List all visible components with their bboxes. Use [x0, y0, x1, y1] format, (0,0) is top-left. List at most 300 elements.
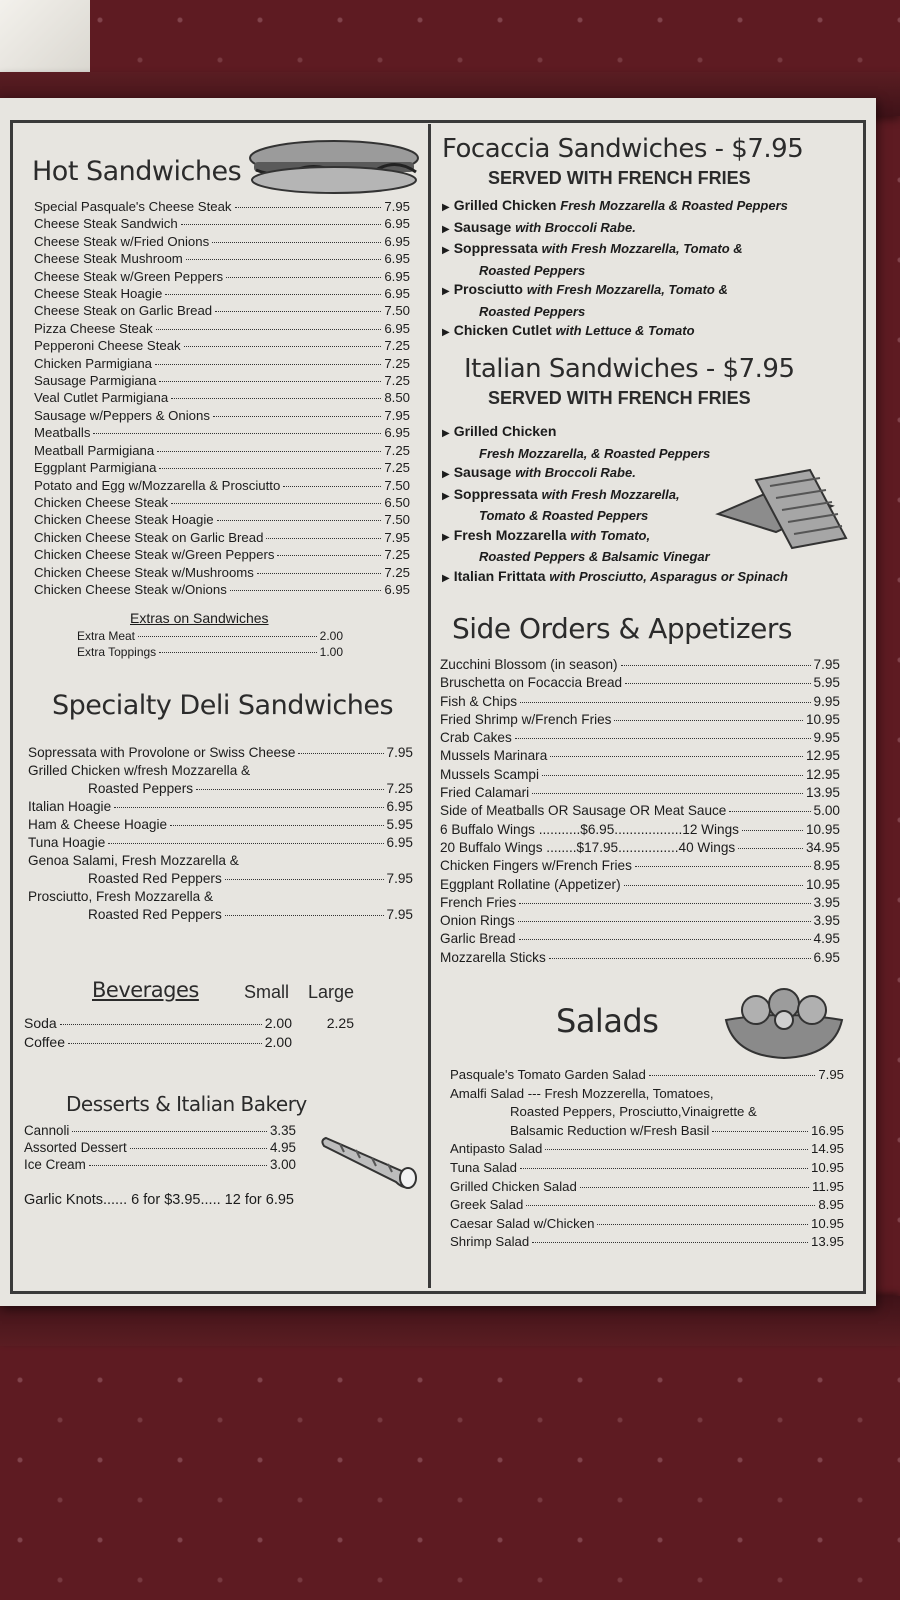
- menu-item-price: 6.95: [384, 233, 410, 249]
- menu-item: [34, 355, 410, 372]
- menu-item-name: Eggplant Parmigiana: [34, 460, 157, 476]
- menu-item: [34, 459, 410, 476]
- menu-item-price: 9.95: [813, 730, 840, 746]
- bullet-arrow-icon: ▶: [442, 202, 450, 213]
- menu-item-price: 9.95: [813, 693, 840, 709]
- menu-item: [34, 320, 410, 337]
- menu-item-name: Cheese Steak w/Fried Onions: [34, 233, 210, 249]
- sandwich-description: with Broccoli Rabe.: [515, 219, 636, 235]
- leader-dots: [60, 1024, 262, 1025]
- menu-item: [34, 442, 410, 459]
- menu-item: [28, 780, 413, 798]
- menu-item-price: 12.95: [805, 748, 840, 764]
- menu-item-price: 6.95: [384, 216, 410, 232]
- beverages-small-header: Small: [244, 982, 290, 1002]
- menu-item-name: Fried Shrimp w/French Fries: [440, 711, 612, 727]
- menu-item-price: 6.50: [384, 494, 410, 510]
- leader-dots: [542, 775, 803, 776]
- menu-item-name: Fried Calamari: [440, 785, 530, 801]
- menu-item: [28, 798, 413, 816]
- menu-item-price: 13.95: [810, 1234, 844, 1250]
- menu-item-name: Prosciutto, Fresh Mozzarella &: [28, 889, 214, 904]
- menu-item: [28, 834, 413, 852]
- focaccia-subtitle: SERVED WITH FRENCH FRIES: [488, 168, 751, 188]
- menu-item: [440, 876, 840, 894]
- beverage-item: [24, 1033, 354, 1052]
- menu-item-name: Greek Salad: [450, 1197, 524, 1213]
- menu-item-name: Italian Hoagie: [28, 799, 112, 814]
- menu-item-name: Zucchini Blossom (in season): [440, 657, 618, 672]
- salads-list: [450, 1066, 844, 1252]
- leader-dots: [649, 1075, 816, 1076]
- leader-dots: [159, 381, 381, 382]
- menu-item-price: 13.95: [805, 785, 840, 801]
- menu-item: [450, 1066, 844, 1085]
- menu-item: [440, 857, 840, 875]
- menu-item-name: Amalfi Salad --- Fresh Mozzerella, Tomatoes,: [450, 1085, 714, 1101]
- menu-item-price: 3.35: [269, 1123, 296, 1138]
- sandwich-description: with Fresh Mozzarella, Tomato &: [526, 282, 728, 297]
- bullet-arrow-icon: ▶: [442, 286, 450, 297]
- menu-item-price: 6.95: [384, 425, 410, 441]
- sandwich-name: Italian Frittata: [453, 567, 546, 584]
- deli-list: [28, 744, 413, 924]
- menu-item-name: Grilled Chicken w/fresh Mozzarella &: [28, 763, 251, 778]
- leader-dots: [93, 433, 381, 434]
- menu-item-name: Chicken Cheese Steak Hoagie: [34, 512, 214, 528]
- beverages-title: Beverages: [92, 978, 199, 1002]
- menu-item: [440, 711, 840, 729]
- menu-item-name: 6 Buffalo Wings ...........$6.95..................12 Wings: [440, 821, 739, 837]
- menu-item: [34, 198, 410, 215]
- sandwich-item: [442, 239, 852, 261]
- menu-item: [34, 407, 410, 424]
- leader-dots: [165, 294, 381, 295]
- menu-item-name: Chicken Fingers w/French Fries: [440, 858, 632, 874]
- bullet-arrow-icon: ▶: [442, 572, 450, 584]
- menu-item-name: Sausage Parmigiana: [34, 373, 157, 389]
- leader-dots: [225, 879, 384, 880]
- menu-item-price: 7.25: [384, 442, 410, 458]
- menu-item: [28, 906, 413, 924]
- menu-item-name: Roasted Red Peppers: [88, 907, 222, 922]
- menu-item-name: Sopressata with Provolone or Swiss Cheese: [28, 745, 296, 760]
- menu-item: [34, 581, 410, 598]
- menu-item: [34, 215, 410, 232]
- menu-item-price: 7.25: [384, 373, 410, 389]
- leader-dots: [181, 224, 382, 225]
- sandwich-icon: [246, 136, 422, 203]
- menu-item-price: 7.50: [384, 477, 410, 493]
- menu-item-price: 7.50: [384, 512, 410, 528]
- menu-item: [28, 852, 413, 870]
- extras-list: [77, 628, 343, 660]
- leader-dots: [186, 259, 382, 260]
- menu-item-name: Cheese Steak on Garlic Bread: [34, 303, 213, 319]
- leader-dots: [266, 538, 381, 539]
- menu-item-name: Chicken Cheese Steak w/Green Peppers: [34, 547, 275, 563]
- leader-dots: [277, 555, 381, 556]
- beverage-item: [24, 1014, 354, 1033]
- leader-dots: [108, 843, 383, 844]
- menu-item: [440, 839, 840, 857]
- leader-dots: [225, 915, 384, 916]
- leader-dots: [520, 702, 810, 703]
- menu-item: [34, 337, 410, 354]
- menu-item-name: Genoa Salami, Fresh Mozzarella &: [28, 853, 239, 868]
- menu-item-price: 7.95: [813, 657, 840, 672]
- menu-item: [450, 1122, 844, 1141]
- menu-item-name: Pizza Cheese Steak: [34, 320, 153, 336]
- menu-item-name: Roasted Red Peppers: [88, 871, 222, 886]
- menu-item-name: Assorted Dessert: [24, 1140, 127, 1155]
- menu-item: [34, 424, 410, 441]
- leader-dots: [138, 636, 317, 637]
- leader-dots: [614, 720, 803, 721]
- menu-item-price: 7.25: [384, 564, 410, 580]
- menu-item-name: Bruschetta on Focaccia Bread: [440, 675, 623, 691]
- beverages-list: [24, 1014, 354, 1052]
- bullet-arrow-icon: ▶: [442, 223, 450, 235]
- menu-item-price: 8.95: [818, 1197, 844, 1213]
- leader-dots: [130, 1148, 267, 1149]
- italian-subtitle: SERVED WITH FRENCH FRIES: [488, 388, 751, 408]
- menu-item: [450, 1159, 844, 1178]
- sides-list: [440, 656, 840, 967]
- sandwich-item: [442, 321, 852, 343]
- menu-item-price: 5.95: [386, 817, 413, 832]
- menu-item: [440, 784, 840, 802]
- menu-item-name: Grilled Chicken Salad: [450, 1178, 577, 1194]
- sandwich-name: Prosciutto: [453, 281, 523, 297]
- leader-dots: [159, 652, 316, 653]
- menu-item-price: 7.25: [384, 355, 410, 371]
- menu-item: [440, 930, 840, 948]
- leader-dots: [156, 329, 382, 330]
- menu-item-name: Sausage w/Peppers & Onions: [34, 407, 210, 423]
- menu-item-name: Ham & Cheese Hoagie: [28, 817, 168, 832]
- menu-item-price: 1.00: [319, 645, 343, 659]
- menu-item-price: 6.95: [384, 320, 410, 336]
- menu-item: [450, 1233, 844, 1252]
- menu-item-name: Crab Cakes: [440, 730, 512, 746]
- leader-dots: [635, 866, 811, 867]
- leader-dots: [235, 207, 382, 208]
- leader-dots: [520, 1168, 808, 1169]
- menu-item: [440, 894, 840, 912]
- menu-item-price: 8.95: [813, 858, 840, 874]
- sandwich-name: Soppressata: [453, 485, 538, 502]
- leader-dots: [742, 830, 803, 831]
- sandwich-description-cont: Fresh Mozzarella, & Roasted Peppers: [479, 445, 711, 461]
- menu-item-name: Onion Rings: [440, 913, 515, 929]
- menu-item-name: Caesar Salad w/Chicken: [450, 1215, 595, 1231]
- menu-item-name: Fish & Chips: [440, 693, 518, 709]
- menu-item-price: 4.95: [813, 931, 840, 947]
- garlic-knots: Garlic Knots...... 6 for $3.95..... 12 for 6.95: [24, 1192, 294, 1208]
- menu-item: [440, 693, 840, 711]
- menu-item: [77, 628, 343, 644]
- sandwich-description: with Prosciutto, Asparagus or Spinach: [549, 568, 788, 584]
- sandwich-description-cont: Tomato & Roasted Peppers: [479, 508, 649, 523]
- sandwich-description-cont: Roasted Peppers: [479, 262, 586, 278]
- menu-item: [450, 1196, 844, 1215]
- menu-item-name: Chicken Cheese Steak w/Mushrooms: [34, 564, 254, 580]
- menu-item-name: French Fries: [440, 894, 517, 910]
- leader-dots: [298, 753, 383, 754]
- sandwich-description: with Tomato,: [570, 527, 651, 543]
- column-divider: [428, 124, 431, 1288]
- menu-item-name: Meatball Parmigiana: [34, 442, 155, 458]
- leader-dots: [519, 939, 811, 940]
- menu-item: [450, 1085, 844, 1104]
- menu-item: [24, 1122, 296, 1139]
- leader-dots: [550, 756, 803, 757]
- menu-item: [34, 494, 410, 511]
- menu-item: [34, 564, 410, 581]
- menu-item: [34, 268, 410, 285]
- sandwich-item: [442, 196, 852, 218]
- menu-item: [34, 389, 410, 406]
- menu-item: [440, 821, 840, 839]
- menu-item-name: Side of Meatballs OR Sausage OR Meat Sauce: [440, 803, 727, 819]
- bullet-arrow-icon: ▶: [442, 428, 450, 439]
- menu-item-name: Cheese Steak Mushroom: [34, 251, 183, 267]
- leader-dots: [625, 683, 810, 684]
- menu-item-price: 7.95: [384, 199, 410, 214]
- menu-item-price: 10.95: [805, 821, 840, 837]
- leader-dots: [212, 242, 381, 243]
- menu-item-name: 20 Buffalo Wings ........$17.95................40 Wings: [440, 839, 736, 855]
- menu-item-price: 3.95: [813, 913, 840, 929]
- menu-item-price: 34.95: [805, 839, 840, 855]
- menu-item-name: Roasted Peppers: [88, 781, 194, 796]
- menu-item: [34, 477, 410, 494]
- desserts-list: [24, 1122, 296, 1173]
- menu-item-price: 7.95: [386, 907, 413, 922]
- menu-item-name: Cheese Steak w/Green Peppers: [34, 268, 224, 284]
- menu-item: [450, 1103, 844, 1122]
- leader-dots: [226, 277, 381, 278]
- menu-item: [28, 888, 413, 906]
- menu-item-price: 6.95: [384, 251, 410, 267]
- leader-dots: [170, 825, 384, 826]
- sandwich-item: [442, 280, 852, 302]
- leader-dots: [621, 665, 811, 666]
- leader-dots: [712, 1131, 808, 1132]
- menu-item: [24, 1139, 296, 1156]
- leader-dots: [580, 1187, 809, 1188]
- leader-dots: [184, 346, 382, 347]
- menu-item: [450, 1140, 844, 1159]
- menu-item-name: Meatballs: [34, 425, 91, 441]
- menu-item: [440, 674, 840, 692]
- focaccia-list: [442, 196, 852, 343]
- menu-item: [450, 1178, 844, 1197]
- bullet-arrow-icon: ▶: [442, 245, 450, 256]
- menu-item-name: Pasquale's Tomato Garden Salad: [450, 1067, 646, 1082]
- bullet-arrow-icon: ▶: [442, 490, 450, 502]
- sandwich-description: Fresh Mozzarella & Roasted Peppers: [560, 198, 788, 213]
- menu-item: [440, 766, 840, 784]
- salads-title: Salads: [556, 1002, 659, 1040]
- menu-item-price: 10.95: [805, 876, 840, 892]
- menu-item-name: Garlic Bread: [440, 931, 516, 947]
- leader-dots: [72, 1131, 267, 1132]
- sandwich-name: Chicken Cutlet: [453, 322, 552, 338]
- leader-dots: [532, 1242, 808, 1243]
- menu-item-price: 6.95: [813, 949, 840, 965]
- focaccia-title: Focaccia Sandwiches - $7.95: [442, 134, 804, 164]
- menu-item-name: Roasted Peppers, Prosciutto,Vinaigrette &: [510, 1104, 757, 1120]
- menu-item-price: 7.95: [818, 1067, 844, 1082]
- sandwich-description: with Broccoli Rabe.: [515, 465, 636, 480]
- menu-item-price: 10.95: [810, 1215, 844, 1231]
- menu-item-name: Antipasto Salad: [450, 1141, 543, 1157]
- sandwich-name: Fresh Mozzarella: [453, 526, 567, 543]
- salad-bowl-icon: [722, 986, 846, 1065]
- menu-item-price: 5.00: [813, 803, 840, 819]
- menu-item: [450, 1215, 844, 1234]
- menu-item: [440, 656, 840, 674]
- beverage-name: Soda: [24, 1015, 57, 1031]
- menu-item: [24, 1156, 296, 1173]
- menu-item-price: 6.95: [386, 799, 413, 814]
- leader-dots: [519, 903, 810, 904]
- beverage-small-price: 2.00: [264, 1034, 292, 1050]
- menu-item: [34, 250, 410, 267]
- menu-item-price: 12.95: [805, 766, 840, 782]
- leader-dots: [230, 590, 382, 591]
- leader-dots: [518, 921, 811, 922]
- leader-dots: [215, 311, 381, 312]
- sandwich-name: Sausage: [453, 218, 512, 235]
- menu-item-name: Extra Toppings: [77, 645, 157, 659]
- extras-title: Extras on Sandwiches: [130, 610, 269, 626]
- menu-item-name: Eggplant Rollatine (Appetizer): [440, 876, 621, 892]
- sandwich-name: Soppressata: [453, 240, 538, 256]
- menu-item-price: 7.25: [386, 781, 413, 796]
- hot-sandwiches-title: Hot Sandwiches: [32, 156, 242, 187]
- menu-item-name: Ice Cream: [24, 1157, 86, 1172]
- leader-dots: [157, 451, 381, 452]
- menu-item-name: Tuna Hoagie: [28, 835, 106, 850]
- menu-item-price: 5.95: [813, 675, 840, 691]
- beverage-large-price: 2.25: [326, 1015, 354, 1031]
- cannoli-icon: [320, 1128, 422, 1195]
- menu-item: [28, 762, 413, 780]
- menu-item: [34, 302, 410, 319]
- sandwich-description: with Fresh Mozzarella,: [541, 486, 680, 502]
- panini-icon: [714, 466, 850, 557]
- menu-item-price: 7.95: [384, 529, 410, 545]
- menu-item: [34, 372, 410, 389]
- deli-title: Specialty Deli Sandwiches: [52, 690, 394, 721]
- menu-item-name: Pepperoni Cheese Steak: [34, 338, 181, 354]
- sandwich-description-cont: Roasted Peppers & Balsamic Vinegar: [479, 549, 710, 564]
- menu-item-price: 8.50: [384, 390, 410, 406]
- menu-item: [34, 529, 410, 546]
- leader-dots: [196, 789, 383, 790]
- menu-item-price: 7.25: [384, 338, 410, 354]
- leader-dots: [257, 573, 381, 574]
- leader-dots: [114, 807, 383, 808]
- menu-item-price: 7.95: [386, 745, 413, 760]
- menu-item: [34, 285, 410, 302]
- sandwich-item: [442, 422, 852, 444]
- sandwich-description: with Lettuce & Tomato: [555, 323, 695, 338]
- menu-item-name: Potato and Egg w/Mozzarella & Prosciutto: [34, 477, 281, 493]
- menu-item-name: Chicken Cheese Steak w/Onions: [34, 581, 227, 597]
- menu-item-name: Cheese Steak Sandwich: [34, 216, 178, 232]
- menu-item-name: Mussels Marinara: [440, 748, 548, 764]
- beverages-large-header: Large: [308, 982, 355, 1002]
- table-surface: [0, 0, 90, 80]
- menu-item-price: 4.95: [269, 1140, 296, 1155]
- menu-item-price: 6.95: [386, 835, 413, 850]
- leader-dots: [217, 520, 382, 521]
- menu-item-name: Balsamic Reduction w/Fresh Basil: [510, 1122, 710, 1138]
- menu-item: [28, 816, 413, 834]
- leader-dots: [155, 364, 381, 365]
- menu-item-price: 11.95: [811, 1178, 844, 1194]
- menu-item: [440, 912, 840, 930]
- sandwich-description-cont: Roasted Peppers: [479, 303, 586, 319]
- menu-item: [34, 546, 410, 563]
- menu-item-price: 7.95: [386, 871, 413, 886]
- sandwich-description: with Fresh Mozzarella, Tomato &: [541, 241, 743, 256]
- menu-item-price: 10.95: [810, 1159, 844, 1175]
- leader-dots: [526, 1205, 815, 1206]
- menu-item: [34, 511, 410, 528]
- menu-item-price: 6.95: [384, 286, 410, 302]
- menu-item-price: 7.25: [384, 460, 410, 476]
- menu-item: [34, 233, 410, 250]
- menu-item-price: 7.25: [384, 547, 410, 563]
- menu-item-price: 3.95: [813, 894, 840, 910]
- leader-dots: [89, 1165, 267, 1166]
- leader-dots: [545, 1149, 808, 1150]
- menu-item-price: 2.00: [319, 629, 343, 643]
- sandwich-item: [442, 218, 852, 240]
- leader-dots: [515, 738, 811, 739]
- menu-item-name: Chicken Cheese Steak: [34, 494, 169, 510]
- menu-item: [440, 747, 840, 765]
- menu-item-name: Special Pasquale's Cheese Steak: [34, 199, 232, 214]
- menu-item-price: 3.00: [269, 1157, 296, 1172]
- sides-title: Side Orders & Appetizers: [452, 612, 792, 645]
- leader-dots: [159, 468, 381, 469]
- sandwich-name: Grilled Chicken: [453, 197, 557, 213]
- leader-dots: [532, 793, 803, 794]
- beverage-name: Coffee: [24, 1034, 65, 1050]
- menu-item: [440, 729, 840, 747]
- menu-item: [28, 870, 413, 888]
- leader-dots: [729, 811, 810, 812]
- leader-dots: [171, 503, 381, 504]
- leader-dots: [738, 848, 803, 849]
- menu-item: [440, 949, 840, 967]
- leader-dots: [624, 885, 803, 886]
- menu-item-name: Shrimp Salad: [450, 1234, 530, 1250]
- italian-title: Italian Sandwiches - $7.95: [464, 354, 795, 384]
- menu-item-name: Tuna Salad: [450, 1159, 517, 1175]
- leader-dots: [171, 398, 381, 399]
- menu-item-name: Mozzarella Sticks: [440, 949, 546, 965]
- menu-item-price: 10.95: [805, 711, 840, 727]
- sandwich-name: Grilled Chicken: [453, 423, 557, 439]
- bullet-arrow-icon: ▶: [442, 327, 450, 338]
